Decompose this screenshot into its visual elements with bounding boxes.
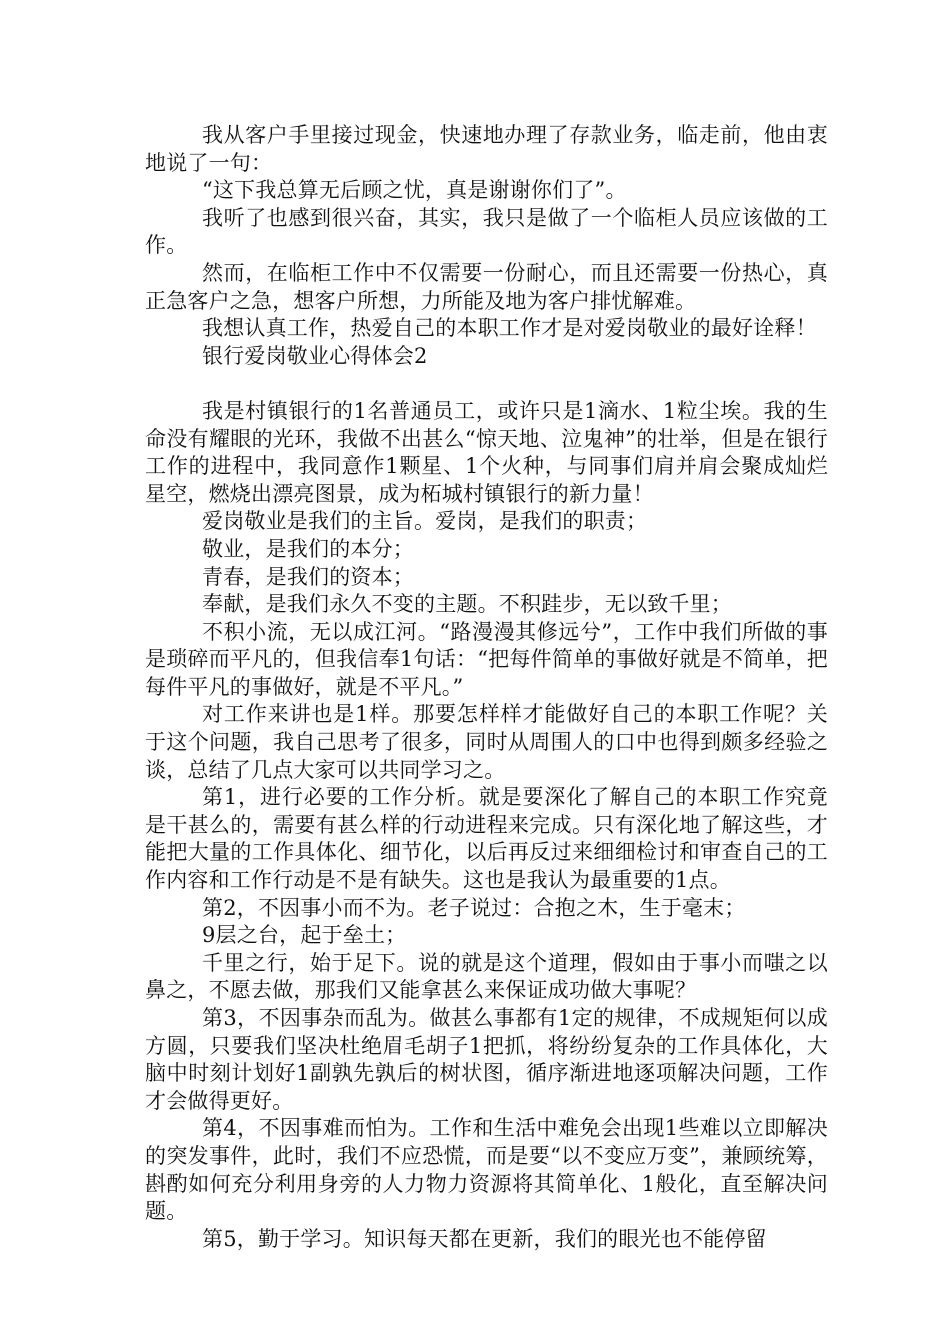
paragraph: “这下我总算无后顾之忧，真是谢谢你们了”。 bbox=[202, 178, 627, 203]
paragraph: 对工作来讲也是1样。那要怎样样才能做好自己的本职工作呢？关于这个问题，我自己思考了很多，同时从周围人的口中也得到颇多经验之谈，总结了几点大家可以共同学习之。 bbox=[145, 702, 828, 782]
paragraph: 然而，在临柜工作中不仅需要一份耐心，而且还需要一份热心，真正急客户之急，想客户所想，力所能及地为客户排忧解难。 bbox=[145, 260, 828, 313]
paragraph: 我听了也感到很兴奋，其实，我只是做了一个临柜人员应该做的工作。 bbox=[145, 205, 828, 258]
paragraph: 爱岗敬业是我们的主旨。爱岗，是我们的职责； bbox=[202, 509, 648, 534]
paragraph: 青春，是我们的资本； bbox=[202, 564, 414, 589]
section-title: 银行爱岗敬业心得体会2 bbox=[202, 343, 428, 368]
paragraph: 我从客户手里接过现金，快速地办理了存款业务，临走前，他由衷地说了一句： bbox=[145, 123, 828, 175]
paragraph: 第5，勤于学习。知识每天都在更新，我们的眼光也不能停留 bbox=[202, 1226, 767, 1251]
paragraph: 千里之行，始于足下。说的就是这个道理，假如由于事小而嗤之以鼻之，不愿去做，那我们又能拿甚么来保证成功做大事呢？ bbox=[145, 950, 828, 1003]
paragraph: 奉献，是我们永久不变的主题。不积跬步，无以致千里； bbox=[202, 592, 732, 617]
paragraph: 第1，进行必要的工作分析。就是要深化了解自己的本职工作究竟是干甚么的，需要有甚么样的行动进程来完成。只有深化地了解这些，才能把大量的工作具体化、细节化，以后再反过来细细检讨和审查自己的工作内容和工作行动是不是有缺失。这也是我认为最重要的1点。 bbox=[145, 785, 828, 893]
paragraph: 9层之台，起于垒土； bbox=[202, 923, 407, 948]
paragraph: 第3，不因事杂而乱为。做甚么事都有1定的规律，不成规矩何以成方圆，只要我们坚决杜绝眉毛胡子1把抓，将纷纷复杂的工作具体化，大脑中时刻计划好1副孰先孰后的树状图，循序渐进地逐项解决问题，工作才会做得更好。 bbox=[145, 1006, 828, 1113]
paragraph: 不积小流，无以成江河。“路漫漫其修远兮”，工作中我们所做的事是琐碎而平凡的，但我信奉1句话：“把每件简单的事做好就是不简单，把每件平凡的事做好，就是不平凡。” bbox=[145, 619, 828, 699]
paragraph: 敬业，是我们的本分； bbox=[202, 536, 414, 561]
paragraph: 第4，不因事难而怕为。工作和生活中难免会出现1些难以立即解决的突发事件，此时，我们不应恐慌，而是要“以不变应万变”，兼顾统筹，斟酌如何充分利用身旁的人力物力资源将其简单化、1般化，直至解决问题。 bbox=[145, 1116, 828, 1224]
blank-line bbox=[145, 370, 828, 398]
paragraph: 第2，不因事小而不为。老子说过：合抱之木，生于毫末； bbox=[202, 895, 746, 920]
paragraph: 我是村镇银行的1名普通员工，或许只是1滴水、1粒尘埃。我的生命没有耀眼的光环，我做不出甚么“惊天地、泣鬼神”的壮举，但是在银行工作的进程中，我同意作1颗星、1个火种，与同事们肩并肩会聚成灿烂星空，燃烧出漂亮图景，成为柘城村镇银行的新力量！ bbox=[145, 398, 828, 506]
document-page bbox=[145, 122, 828, 1253]
paragraph: 我想认真工作，热爱自己的本职工作才是对爱岗敬业的最好诠释！ bbox=[202, 316, 817, 341]
